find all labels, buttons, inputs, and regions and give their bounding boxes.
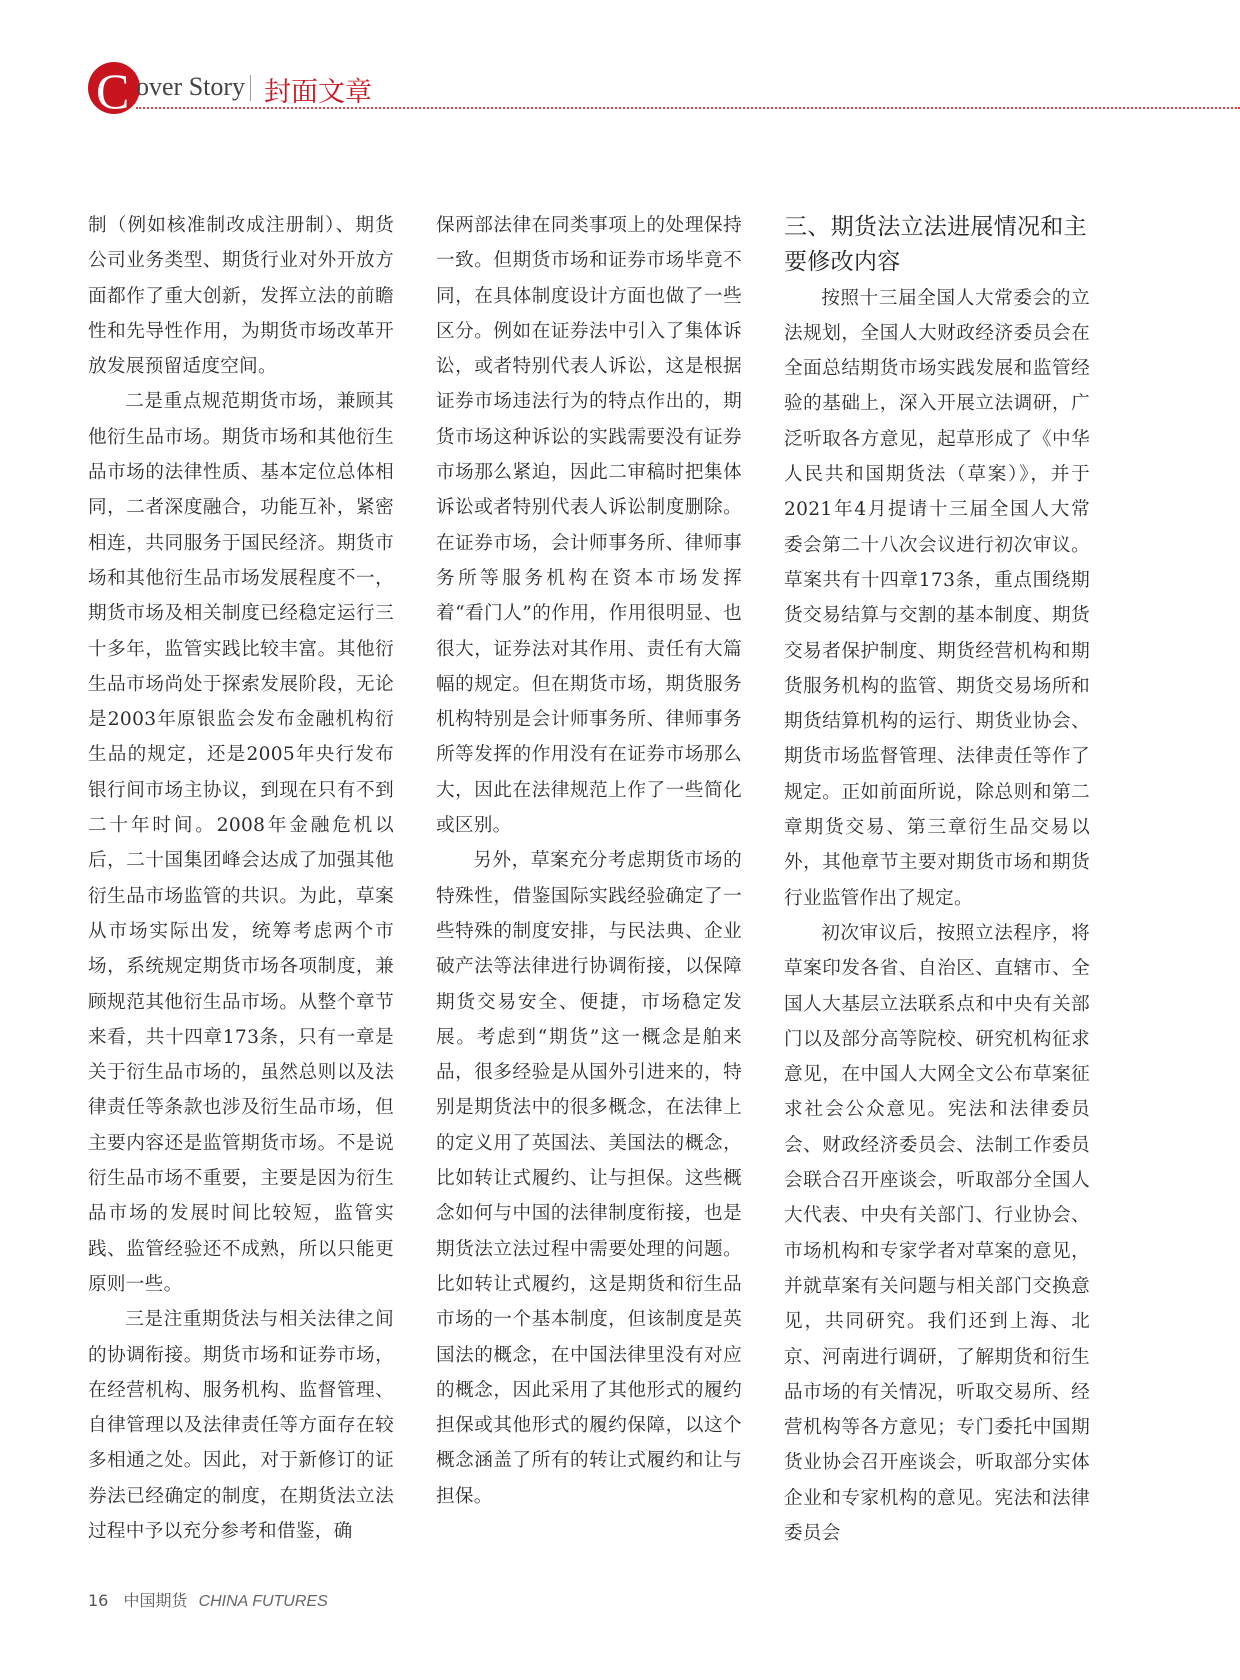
text-column-3 xyxy=(784,208,1090,1551)
header-separator xyxy=(250,75,251,101)
paragraph: 保两部法律在同类事项上的处理保持一致。但期货市场和证券市场毕竟不同，在具体制度设计方面也做了一些区分。例如在证券法中引入了集体诉讼，或者特别代表人诉讼，这是根据证券市场违法行为的特点作出的，期货市场这种诉讼的实践需要没有证券市场那么紧迫，因此二审稿时把集体诉讼或者特别代表人诉讼制度删除。在证券市场，会计师事务所、律师事务所等服务机构在资本市场发挥着“看门人”的作用，作用很明显、也很大，证券法对其作用、责任有大篇幅的规定。但在期货市场，期货服务机构特别是会计师事务所、律师事务所等发挥的作用没有在证券市场那么大，因此在法律规范上作了一些简化或区别。 xyxy=(436,215,742,837)
magazine-name-cn: 中国期货 xyxy=(123,1591,188,1610)
section-heading: 三、期货法立法进展情况和主要修改内容 xyxy=(784,214,1087,276)
page-header xyxy=(88,58,1240,118)
section-label-cn: 封面文章 xyxy=(264,77,372,108)
text-column-2 xyxy=(436,208,742,1514)
paragraph: 初次审议后，按照立法程序，将草案印发各省、自治区、直辖市、全国人大基层立法联系点和中央有关部门以及部分高等院校、研究机构征求意见，在中国人大网全文公布草案征求社会公众意见。宪法和法律委员会、财政经济委员会、法制工作委员会联合召开座谈会，听取部分全国人大代表、中央有关部门、行业协会、市场机构和专家学者对草案的意见，并就草案有关问题与相关部门交换意见，共同研究。我们还到上海、北京、河南进行调研，了解期货和衍生品市场的有关情况，听取交易所、经营机构等各方意见；专门委托中国期货业协会召开座谈会，听取部分实体企业和专家机构的意见。宪法和法律委员会 xyxy=(784,922,1090,1544)
paragraph: 三是注重期货法与相关法律之间的协调衔接。期货市场和证券市场，在经营机构、服务机构、监督管理、自律管理以及法律责任等方面存在较多相通之处。因此，对于新修订的证券法已经确定的制度，在期货法立法过程中予以充分参考和借鉴，确 xyxy=(88,1309,394,1542)
paragraph: 二是重点规范期货市场，兼顾其他衍生品市场。期货市场和其他衍生品市场的法律性质、基本定位总体相同，二者深度融合，功能互补，紧密相连，共同服务于国民经济。期货市场和其他衍生品市场发展程度不一，期货市场及相关制度已经稳定运行三十多年，监管实践比较丰富。其他衍生品市场尚处于探索发展阶段，无论是2003年原银监会发布金融机构衍生品的规定，还是2005年央行发布银行间市场主协议，到现在只有不到二十年时间。2008年金融危机以后，二十国集团峰会达成了加强其他衍生品市场监管的共识。为此，草案从市场实际出发，统筹考虑两个市场，系统规定期货市场各项制度，兼顾规范其他衍生品市场。从整个章节来看，共十四章173条，只有一章是关于衍生品市场的，虽然总则以及法律责任等条款也涉及衍生品市场，但主要内容还是监管期货市场。不是说衍生品市场不重要，主要是因为衍生品市场的发展时间比较短，监管实践、监管经验还不成熟，所以只能更原则一些。 xyxy=(88,391,394,1295)
page-footer xyxy=(88,1588,328,1611)
paragraph: 制（例如核准制改成注册制）、期货公司业务类型、期货行业对外开放方面都作了重大创新，发挥立法的前瞻性和先导性作用，为期货市场改革开放发展预留适度空间。 xyxy=(88,215,394,378)
section-label-en: over Story xyxy=(136,72,246,101)
logo-letter: C xyxy=(96,63,130,119)
magazine-name-en: CHINA FUTURES xyxy=(198,1593,328,1610)
page-number: 16 xyxy=(88,1591,109,1610)
paragraph: 按照十三届全国人大常委会的立法规划，全国人大财政经济委员会在全面总结期货市场实践发展和监管经验的基础上，深入开展立法调研，广泛听取各方意见，起草形成了《中华人民共和国期货法（草案）》，并于2021年4月提请十三届全国人大常委会第二十八次会议进行初次审议。草案共有十四章173条，重点围绕期货交易结算与交割的基本制度、期货交易者保护制度、期货经营机构和期货服务机构的监管、期货交易场所和期货结算机构的运行、期货业协会、期货市场监督管理、法律责任等作了规定。正如前面所说，除总则和第二章期货交易、第三章衍生品交易以外，其他章节主要对期货市场和期货行业监管作出了规定。 xyxy=(784,287,1090,909)
text-column-1 xyxy=(88,208,394,1549)
cover-story-logo-circle xyxy=(88,62,140,119)
header-dotted-rule xyxy=(136,107,1240,109)
paragraph: 另外，草案充分考虑期货市场的特殊性，借鉴国际实践经验确定了一些特殊的制度安排，与民法典、企业破产法等法律进行协调衔接，以保障期货交易安全、便捷，市场稳定发展。考虑到“期货”这一概念是舶来品，很多经验是从国外引进来的，特别是期货法中的很多概念，在法律上的定义用了英国法、美国法的概念，比如转让式履约、让与担保。这些概念如何与中国的法律制度衔接，也是期货法立法过程中需要处理的问题。比如转让式履约，这是期货和衍生品市场的一个基本制度，但该制度是英国法的概念，在中国法律里没有对应的概念，因此采用了其他形式的履约担保或其他形式的履约保障，以这个概念涵盖了所有的转让式履约和让与担保。 xyxy=(436,850,742,1507)
